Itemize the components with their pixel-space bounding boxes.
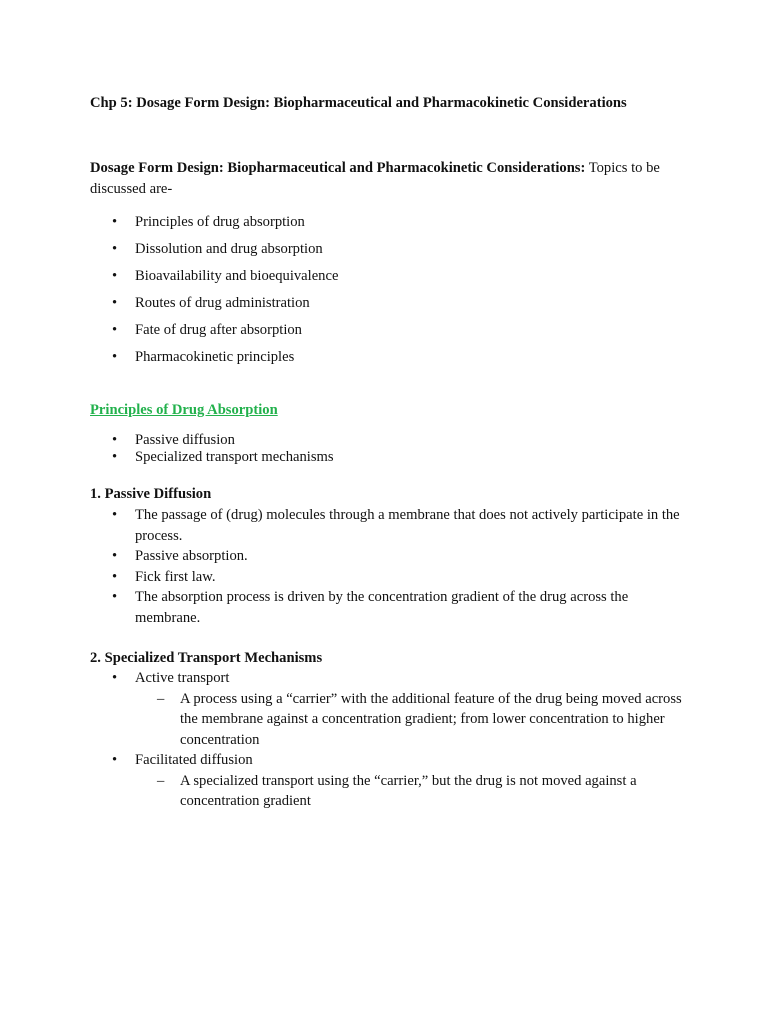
list-item-text: The absorption process is driven by the concentration gradient of the drug across the membrane. bbox=[135, 589, 629, 626]
bullet-icon: • bbox=[112, 449, 118, 465]
bullet-icon: • bbox=[112, 214, 118, 230]
dash-icon: – bbox=[157, 772, 165, 789]
sub-list-item-text: A specialized transport using the “carrier,” but the drug is not moved against a concentration gradient bbox=[180, 772, 637, 809]
list-item-text: The passage of (drug) molecules through a membrane that does not actively participate in the process. bbox=[135, 507, 680, 544]
bullet-icon: • bbox=[112, 568, 118, 585]
list-item-text: Dissolution and drug absorption bbox=[135, 241, 323, 257]
list-item-text: Passive diffusion bbox=[135, 432, 235, 448]
intro-paragraph bbox=[90, 158, 675, 200]
sub-list-item bbox=[135, 771, 682, 812]
list-item bbox=[90, 567, 682, 588]
list-item bbox=[90, 347, 682, 367]
sub-list-item-text: A process using a “carrier” with the additional feature of the drug being moved across the membrane against a concentration gradient; from lower concentration to higher concentration bbox=[180, 690, 682, 748]
list-item bbox=[90, 505, 682, 546]
bullet-icon: • bbox=[112, 548, 118, 564]
list-item bbox=[90, 750, 682, 812]
chapter-title: Chp 5: Dosage Form Design: Biopharmaceutical and Pharmacokinetic Considerations bbox=[90, 95, 627, 111]
list-item-text: Bioavailability and bioequivalence bbox=[135, 268, 339, 284]
bullet-icon: • bbox=[112, 432, 118, 448]
list-item bbox=[90, 212, 682, 232]
bullet-icon: • bbox=[112, 268, 118, 284]
list-item-text: Pharmacokinetic principles bbox=[135, 349, 295, 365]
list-item-text: Fick first law. bbox=[135, 568, 216, 585]
list-item bbox=[90, 266, 682, 286]
list-item-text: Facilitated diffusion bbox=[135, 752, 253, 768]
list-item-text: Active transport bbox=[135, 670, 230, 686]
bullet-icon: • bbox=[112, 349, 118, 365]
list-item-text: Specialized transport mechanisms bbox=[135, 449, 334, 465]
list-item bbox=[90, 587, 682, 628]
passive-diffusion-list bbox=[90, 505, 682, 628]
list-item bbox=[90, 293, 682, 313]
principles-of-drug-absorption-link[interactable]: Principles of Drug Absorption bbox=[90, 402, 278, 418]
passive-diffusion-heading: 1. Passive Diffusion bbox=[90, 486, 212, 502]
list-item bbox=[90, 432, 682, 449]
intro-text: Topics to be discussed are- bbox=[90, 160, 660, 197]
dash-icon: – bbox=[157, 690, 165, 707]
sub-list bbox=[135, 771, 682, 812]
absorption-list bbox=[90, 432, 682, 466]
bullet-icon: • bbox=[112, 507, 118, 523]
bullet-icon: • bbox=[112, 241, 118, 257]
bullet-icon: • bbox=[112, 670, 118, 686]
list-item-text: Passive absorption. bbox=[135, 548, 248, 564]
bullet-icon: • bbox=[112, 589, 118, 605]
sub-list bbox=[135, 689, 682, 751]
list-item bbox=[90, 320, 682, 340]
bullet-icon: • bbox=[112, 295, 118, 311]
list-item-text: Routes of drug administration bbox=[135, 295, 310, 311]
sub-list-item bbox=[135, 689, 682, 751]
list-item bbox=[90, 449, 682, 466]
list-item-text: Fate of drug after absorption bbox=[135, 322, 302, 338]
list-item bbox=[90, 239, 682, 259]
bullet-icon: • bbox=[112, 752, 118, 768]
topics-list bbox=[90, 212, 682, 374]
intro-bold-lead: Dosage Form Design: Biopharmaceutical and Pharmacokinetic Considerations: bbox=[90, 160, 586, 176]
specialized-transport-list bbox=[90, 668, 682, 812]
list-item-text: Principles of drug absorption bbox=[135, 214, 305, 230]
list-item bbox=[90, 546, 682, 567]
list-item bbox=[90, 668, 682, 750]
specialized-transport-heading: 2. Specialized Transport Mechanisms bbox=[90, 650, 323, 666]
bullet-icon: • bbox=[112, 322, 118, 338]
